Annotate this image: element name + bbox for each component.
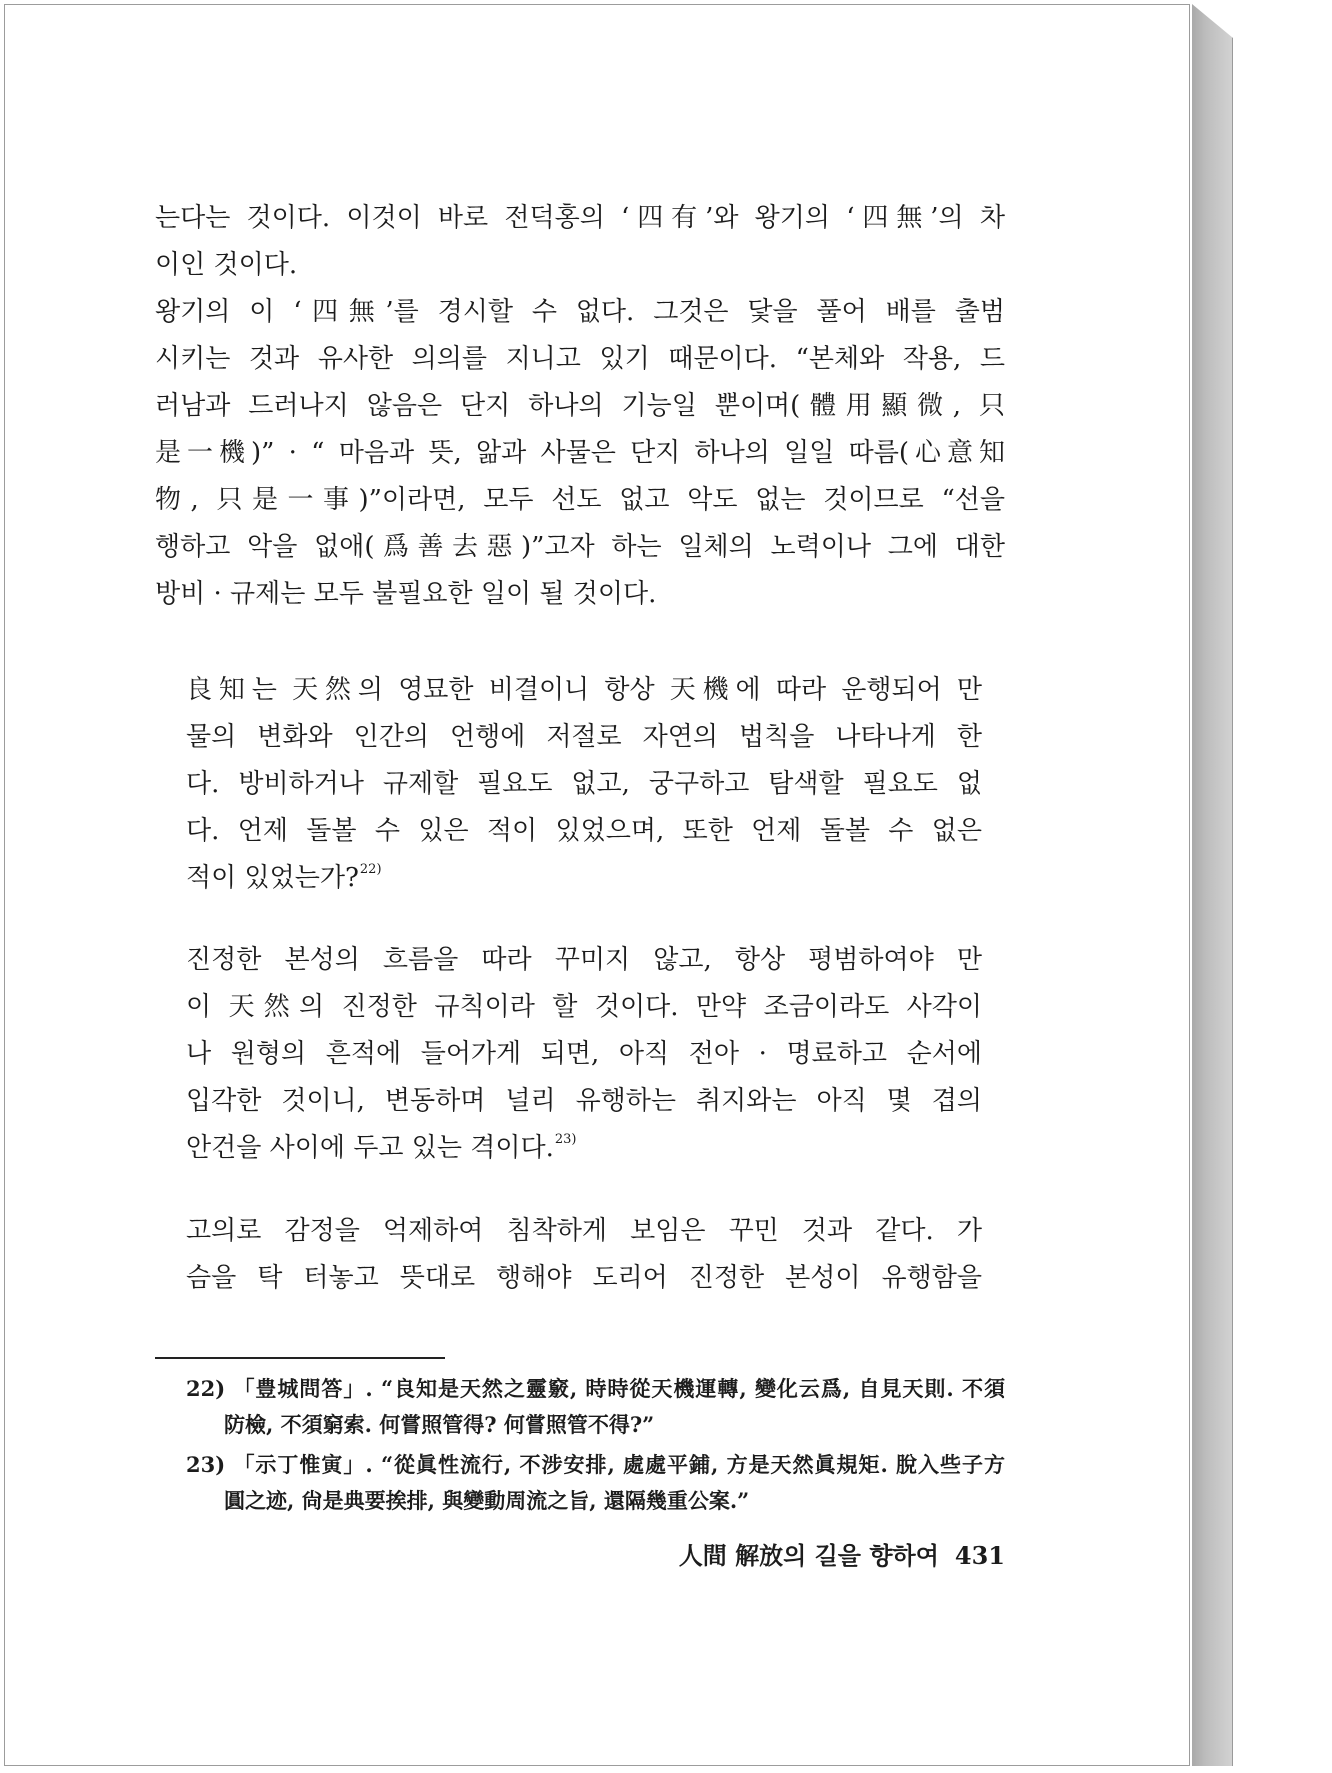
quote-line: 이 天然의 진정한 규칙이라 할 것이다. 만약 조금이라도 사각이 bbox=[186, 992, 982, 1022]
text-line: 는다는 것이다. 이것이 바로 전덕홍의 ‘四有’와 왕기의 ‘四無’의 차 bbox=[155, 203, 1005, 233]
page-number: 431 bbox=[954, 1541, 1005, 1570]
block-quote-3 bbox=[186, 1208, 982, 1302]
text-line: 방비 · 규제는 모두 불필요한 일이 될 것이다. bbox=[155, 579, 657, 609]
quote-line: 물의 변화와 인간의 언행에 저절로 자연의 법칙을 나타나게 한 bbox=[186, 722, 982, 752]
block-quote-2 bbox=[186, 937, 982, 1172]
footnote-23 bbox=[186, 1447, 1005, 1519]
quote-line: 다. 언제 돌볼 수 있은 적이 있었으며, 또한 언제 돌볼 수 없은 bbox=[186, 816, 982, 846]
page-footer bbox=[645, 1536, 1005, 1571]
running-title: 人間 解放의 길을 향하여 bbox=[678, 1541, 939, 1570]
quote-line: 고의로 감정을 억제하여 침착하게 보임은 꾸민 것과 같다. 가 bbox=[186, 1216, 982, 1246]
text-line: 이인 것이다. bbox=[155, 250, 298, 280]
footnote-22 bbox=[186, 1371, 1005, 1443]
quote-line-last bbox=[186, 855, 982, 902]
footnote-divider bbox=[155, 1357, 445, 1359]
book-page bbox=[4, 4, 1190, 1766]
text-line: 행하고 악을 없애(爲善去惡)”고자 하는 일체의 노력이나 그에 대한 bbox=[155, 532, 1005, 562]
text-line: 是一機)” · “ 마음과 뜻, 앎과 사물은 단지 하나의 일일 따름(心意知 bbox=[155, 438, 1005, 468]
text-line: 러남과 드러나지 않음은 단지 하나의 기능일 뿐이며(體用顯微, 只 bbox=[155, 391, 1005, 421]
quote-line: 슴을 탁 터놓고 뜻대로 행해야 도리어 진정한 본성이 유행함을 bbox=[186, 1263, 982, 1293]
footnote-line: 22) 「豊城問答」. “良知是天然之靈竅, 時時從天機運轉, 變化云爲, 自見天則. 不須 bbox=[186, 1376, 1005, 1401]
book-page-edge bbox=[1192, 4, 1233, 1766]
block-quote-1 bbox=[186, 667, 982, 902]
quote-line: 입각한 것이니, 변동하며 널리 유행하는 취지와는 아직 몇 겹의 bbox=[186, 1086, 982, 1116]
footnote-line: 圓之迹, 尙是典要挨排, 與變動周流之旨, 還隔幾重公案.” bbox=[224, 1488, 750, 1513]
quote-line: 다. 방비하거나 규제할 필요도 없고, 궁구하고 탐색할 필요도 없 bbox=[186, 769, 982, 799]
quote-line-last bbox=[186, 1125, 982, 1172]
body-paragraph-1 bbox=[155, 195, 1005, 289]
footnote-ref-22: 22) bbox=[359, 862, 382, 877]
footnote-line: 防檢, 不須窮索. 何嘗照管得? 何嘗照管不得?” bbox=[224, 1412, 655, 1437]
quote-line: 진정한 본성의 흐름을 따라 꾸미지 않고, 항상 평범하여야 만 bbox=[186, 945, 982, 975]
quote-line: 나 원형의 흔적에 들어가게 되면, 아직 전아 · 명료하고 순서에 bbox=[186, 1039, 982, 1069]
page-content bbox=[5, 5, 1189, 1765]
quote-line: 안건을 사이에 두고 있는 격이다. bbox=[186, 1133, 554, 1163]
quote-line: 良知는 天然의 영묘한 비결이니 항상 天機에 따라 운행되어 만 bbox=[186, 675, 982, 705]
body-paragraph-2 bbox=[155, 289, 1005, 618]
footnote-ref-23: 23) bbox=[554, 1132, 577, 1147]
text-line: 왕기의 이 ‘四無’를 경시할 수 없다. 그것은 닻을 풀어 배를 출범 bbox=[155, 297, 1005, 327]
text-line: 시키는 것과 유사한 의의를 지니고 있기 때문이다. “본체와 작용, 드 bbox=[155, 344, 1005, 374]
footnote-line: 23) 「示丁惟寅」. “從眞性流行, 不涉安排, 處處平鋪, 方是天然眞規矩. 脫入些子方 bbox=[186, 1452, 1005, 1477]
quote-line: 적이 있었는가? bbox=[186, 863, 359, 893]
text-line: 物, 只是一事)”이라면, 모두 선도 없고 악도 없는 것이므로 “선을 bbox=[155, 485, 1005, 515]
